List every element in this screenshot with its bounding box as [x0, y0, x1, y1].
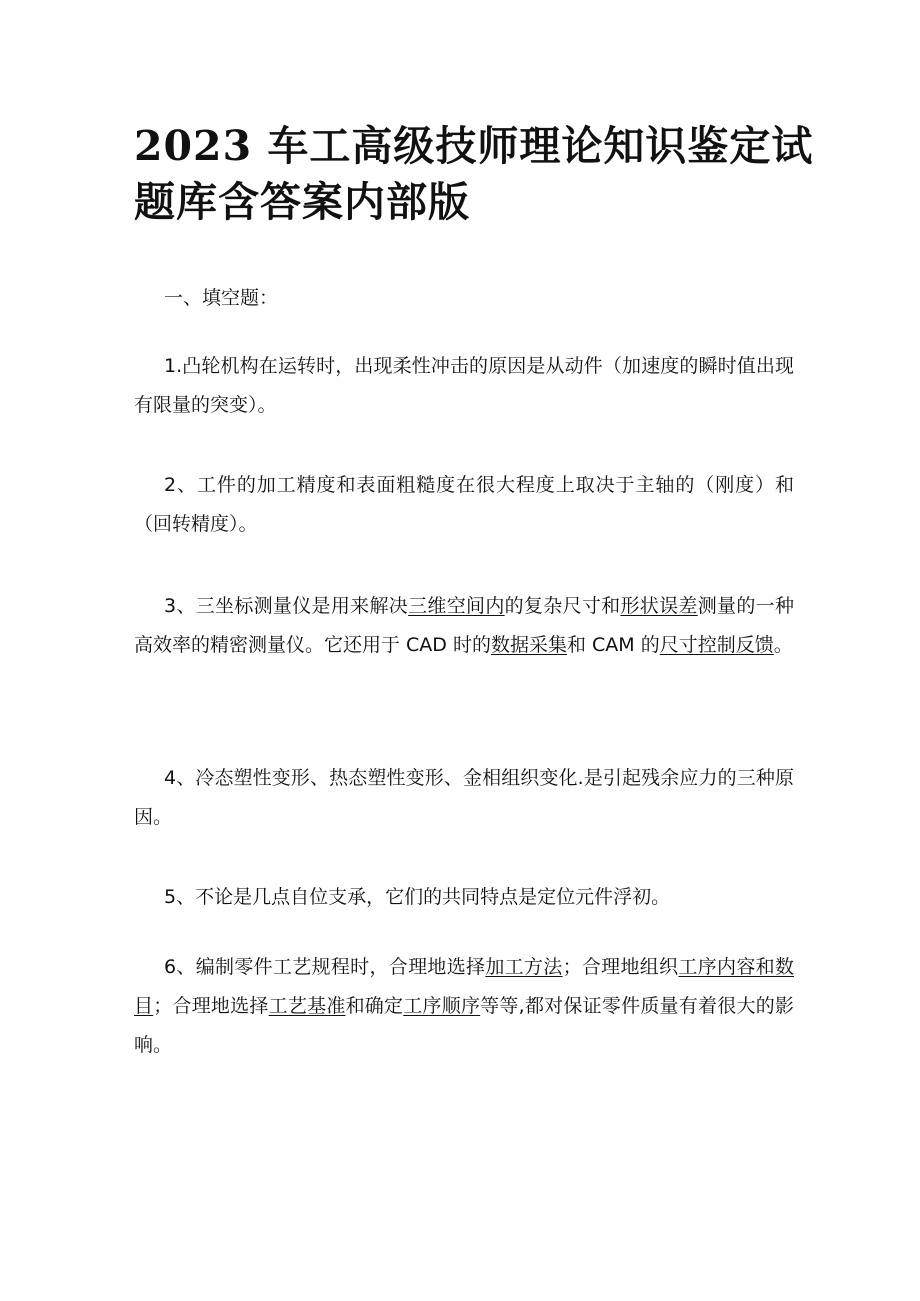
section-heading: 一、填空题：	[164, 287, 279, 309]
question-6-text: 等等,都对保证零件质量有着很大的影响。	[134, 995, 794, 1056]
question-3-text: 测量的一种高效率的精密测量仪。它还用于 CAD 时的	[134, 595, 794, 656]
question-5: 5、不论是几点自位支承，它们的共同特点是定位元件浮初。	[164, 886, 671, 908]
question-3-text: 3、三坐标测量仪是用来解决	[164, 595, 409, 617]
answer-6-4: 工序顺序	[403, 995, 481, 1017]
question-6-text: 6、编制零件工艺规程时，合理地选择	[164, 956, 486, 978]
question-3	[134, 587, 794, 665]
question-1: 1.凸轮机构在运转时，出现柔性冲击的原因是从动件（加速度的瞬时值出现有限量的突变）。	[134, 355, 794, 416]
answer-6-2: 工序内容和数目	[134, 956, 794, 1017]
question-4: 4、冷态塑性变形、热态塑性变形、金相组织变化.是引起残余应力的三种原因。	[134, 767, 794, 828]
question-3-text: 。	[773, 634, 793, 656]
answer-6-1: 加工方法	[485, 956, 563, 978]
document-title: 2023 车工高级技师理论知识鉴定试题库含答案内部版	[134, 122, 814, 226]
question-6-text: ；合理地选择	[153, 995, 269, 1017]
answer-3-4: 尺寸控制反馈	[659, 634, 774, 656]
answer-6-3: 工艺基准	[268, 995, 346, 1017]
question-6-text: ；合理地组织	[562, 956, 679, 978]
question-3-text: 的复杂尺寸和	[504, 595, 621, 617]
answer-3-2: 形状误差	[620, 595, 698, 617]
question-3-text: 和 CAM 的	[567, 634, 660, 656]
answer-3-1: 三维空间内	[408, 595, 505, 617]
question-6-text: 和确定	[345, 995, 404, 1017]
question-6	[134, 948, 794, 1065]
answer-3-3: 数据采集	[490, 634, 567, 656]
question-2: 2、工件的加工精度和表面粗糙度在很大程度上取决于主轴的（刚度）和（回转精度）。	[134, 474, 794, 535]
